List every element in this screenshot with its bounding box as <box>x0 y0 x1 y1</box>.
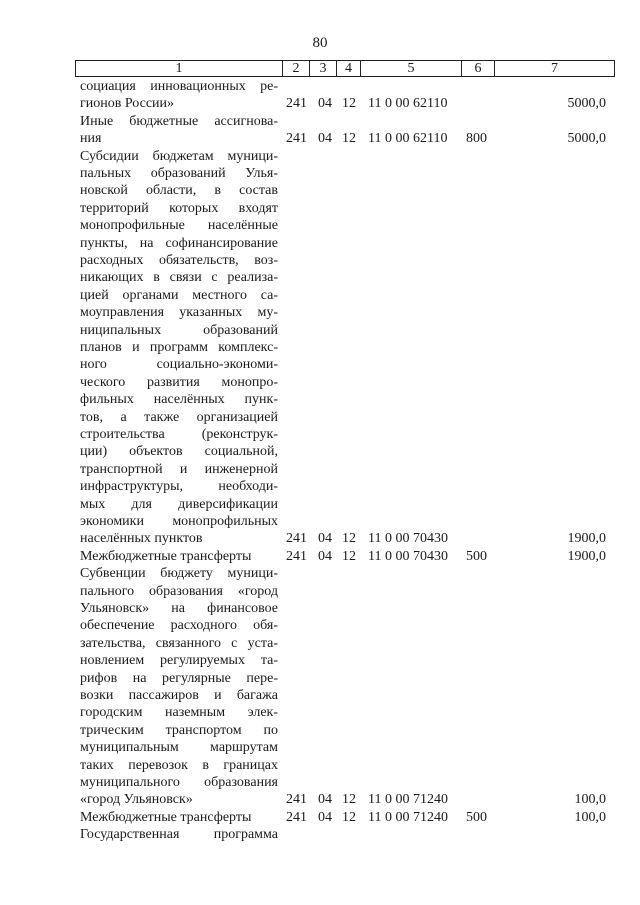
row-description: таких перевозок в границах <box>80 757 278 773</box>
row-description: пальных образований Улья- <box>80 166 278 181</box>
row-description: планов и программ комплекс- <box>80 340 278 355</box>
row-code-expense-type: 500 <box>466 809 487 825</box>
table-row <box>0 599 640 618</box>
row-description: транспортной и инженерной <box>80 461 278 477</box>
header-col-6: 6 <box>462 61 495 76</box>
row-description: муниципального образования <box>80 775 278 790</box>
row-description: ческого развития монопро- <box>80 374 278 390</box>
table-row <box>0 164 640 183</box>
row-description: новлением регулируемых та- <box>80 653 278 669</box>
row-description: инфраструктуры, необходи- <box>80 479 278 495</box>
row-description: рифов на регулярные пере- <box>80 670 278 686</box>
row-description: монопрофильные населённые <box>80 218 278 234</box>
table-row <box>0 616 640 635</box>
row-code-subsection: 12 <box>342 531 356 547</box>
table-row <box>0 756 640 775</box>
header-col-1: 1 <box>76 61 283 76</box>
row-description: ции) объектов социальной, <box>80 444 278 460</box>
table-row <box>0 512 640 531</box>
table-row <box>0 460 640 479</box>
row-amount: 100,0 <box>574 792 606 808</box>
table-row <box>0 286 640 305</box>
row-description: зательства, связанного с уста- <box>80 635 278 651</box>
row-description: территорий которых входят <box>80 200 278 216</box>
row-code-target: 11 0 00 71240 <box>368 792 448 808</box>
row-description: муниципальным маршрутам <box>80 740 278 756</box>
table-row <box>0 582 640 601</box>
table-row <box>0 199 640 218</box>
row-description: городским наземным элек- <box>80 705 278 721</box>
row-code-admin: 241 <box>286 548 307 564</box>
row-description: тов, а также организацией <box>80 409 278 425</box>
table-row <box>0 651 640 670</box>
row-description: никающих в связи с реализа- <box>80 270 278 286</box>
row-code-expense-type: 800 <box>466 131 487 147</box>
table-row <box>0 773 640 792</box>
table-row <box>0 703 640 722</box>
row-amount: 100,0 <box>574 809 606 825</box>
row-code-target: 11 0 00 70430 <box>368 531 448 547</box>
table-row <box>0 408 640 427</box>
row-description: Межбюджетные трансферты <box>80 548 252 564</box>
table-row <box>0 547 640 566</box>
row-code-section: 04 <box>318 131 332 147</box>
row-description: моуправления указанных му- <box>80 305 278 321</box>
table-row <box>0 373 640 392</box>
row-code-subsection: 12 <box>342 792 356 808</box>
header-col-2: 2 <box>283 61 310 76</box>
row-description: экономики монопрофильных <box>80 514 278 529</box>
row-description: новской области, в состав <box>80 183 278 199</box>
row-description: гионов России» <box>80 96 175 112</box>
page-number: 80 <box>312 35 328 51</box>
table-row <box>0 495 640 514</box>
row-code-admin: 241 <box>286 131 307 147</box>
row-description: ниципальных образований <box>80 322 278 338</box>
table-row <box>0 442 640 461</box>
row-description: «город Ульяновск» <box>80 792 193 808</box>
row-code-section: 04 <box>318 96 332 112</box>
row-description: пального образования «город <box>80 583 278 599</box>
table-row <box>0 112 640 131</box>
table-row <box>0 529 640 548</box>
row-code-subsection: 12 <box>342 131 356 147</box>
row-description: ного социально-экономи- <box>80 357 278 373</box>
row-description: Ульяновск» на финансовое <box>80 601 278 616</box>
table-row <box>0 251 640 270</box>
row-description: строительства (реконструк- <box>80 427 278 442</box>
table-row <box>0 825 640 844</box>
row-amount: 1900,0 <box>567 531 606 547</box>
header-col-7: 7 <box>551 61 558 76</box>
table-row <box>0 634 640 653</box>
table-row <box>0 181 640 200</box>
row-description: Государственная программа <box>80 827 278 843</box>
row-code-admin: 241 <box>286 809 307 825</box>
row-description: фильных населённых пунк- <box>80 392 278 408</box>
table-row <box>0 808 640 827</box>
table-row <box>0 268 640 287</box>
table-row <box>0 686 640 705</box>
row-description: Межбюджетные трансферты <box>80 809 252 825</box>
row-amount: 1900,0 <box>567 548 606 564</box>
row-description: социация инновационных ре- <box>80 79 278 94</box>
header-col-5: 5 <box>361 61 462 76</box>
row-amount: 5000,0 <box>567 96 606 112</box>
row-code-target: 11 0 00 71240 <box>368 809 448 825</box>
row-code-section: 04 <box>318 809 332 825</box>
table-row <box>0 216 640 235</box>
row-code-expense-type: 500 <box>466 548 487 564</box>
table-row <box>0 77 640 96</box>
row-amount: 5000,0 <box>567 131 606 147</box>
table-row <box>0 338 640 357</box>
row-code-admin: 241 <box>286 792 307 808</box>
row-code-subsection: 12 <box>342 548 356 564</box>
row-code-section: 04 <box>318 531 332 547</box>
row-code-subsection: 12 <box>342 96 356 112</box>
table-row <box>0 129 640 148</box>
table-row <box>0 147 640 166</box>
row-description: Субвенции бюджету муници- <box>80 566 278 582</box>
row-description: возки пассажиров и багажа <box>80 688 278 703</box>
row-description: цией органами местного са- <box>80 287 278 303</box>
row-description: ния <box>80 131 102 147</box>
row-code-section: 04 <box>318 548 332 564</box>
row-code-target: 11 0 00 62110 <box>368 96 448 112</box>
header-col-3: 3 <box>310 61 337 76</box>
table-row <box>0 721 640 740</box>
table-row <box>0 321 640 340</box>
row-description: Субсидии бюджетам муници- <box>80 148 278 164</box>
table-row <box>0 303 640 322</box>
row-description: расходных обязательств, воз- <box>80 253 278 268</box>
table-row <box>0 790 640 809</box>
row-description: Иные бюджетные ассигнова- <box>80 113 278 129</box>
table-row <box>0 669 640 688</box>
header-col-4: 4 <box>337 61 361 76</box>
row-code-subsection: 12 <box>342 809 356 825</box>
row-description: обеспечение расходного обя- <box>80 618 278 634</box>
row-description: мых для диверсификации <box>80 496 278 512</box>
row-code-section: 04 <box>318 792 332 808</box>
table-row <box>0 738 640 757</box>
table-header <box>75 60 615 77</box>
row-code-admin: 241 <box>286 531 307 547</box>
table-row <box>0 94 640 113</box>
row-description: пункты, на софинансирование <box>80 235 278 251</box>
row-code-target: 11 0 00 62110 <box>368 131 448 147</box>
row-description: населённых пунктов <box>80 531 203 547</box>
table-row <box>0 477 640 496</box>
table-row <box>0 564 640 583</box>
table-row <box>0 234 640 253</box>
row-code-target: 11 0 00 70430 <box>368 548 448 564</box>
row-code-admin: 241 <box>286 96 307 112</box>
table-row <box>0 390 640 409</box>
row-description: трическим транспортом по <box>80 722 278 738</box>
table-row <box>0 355 640 374</box>
table-row <box>0 425 640 444</box>
